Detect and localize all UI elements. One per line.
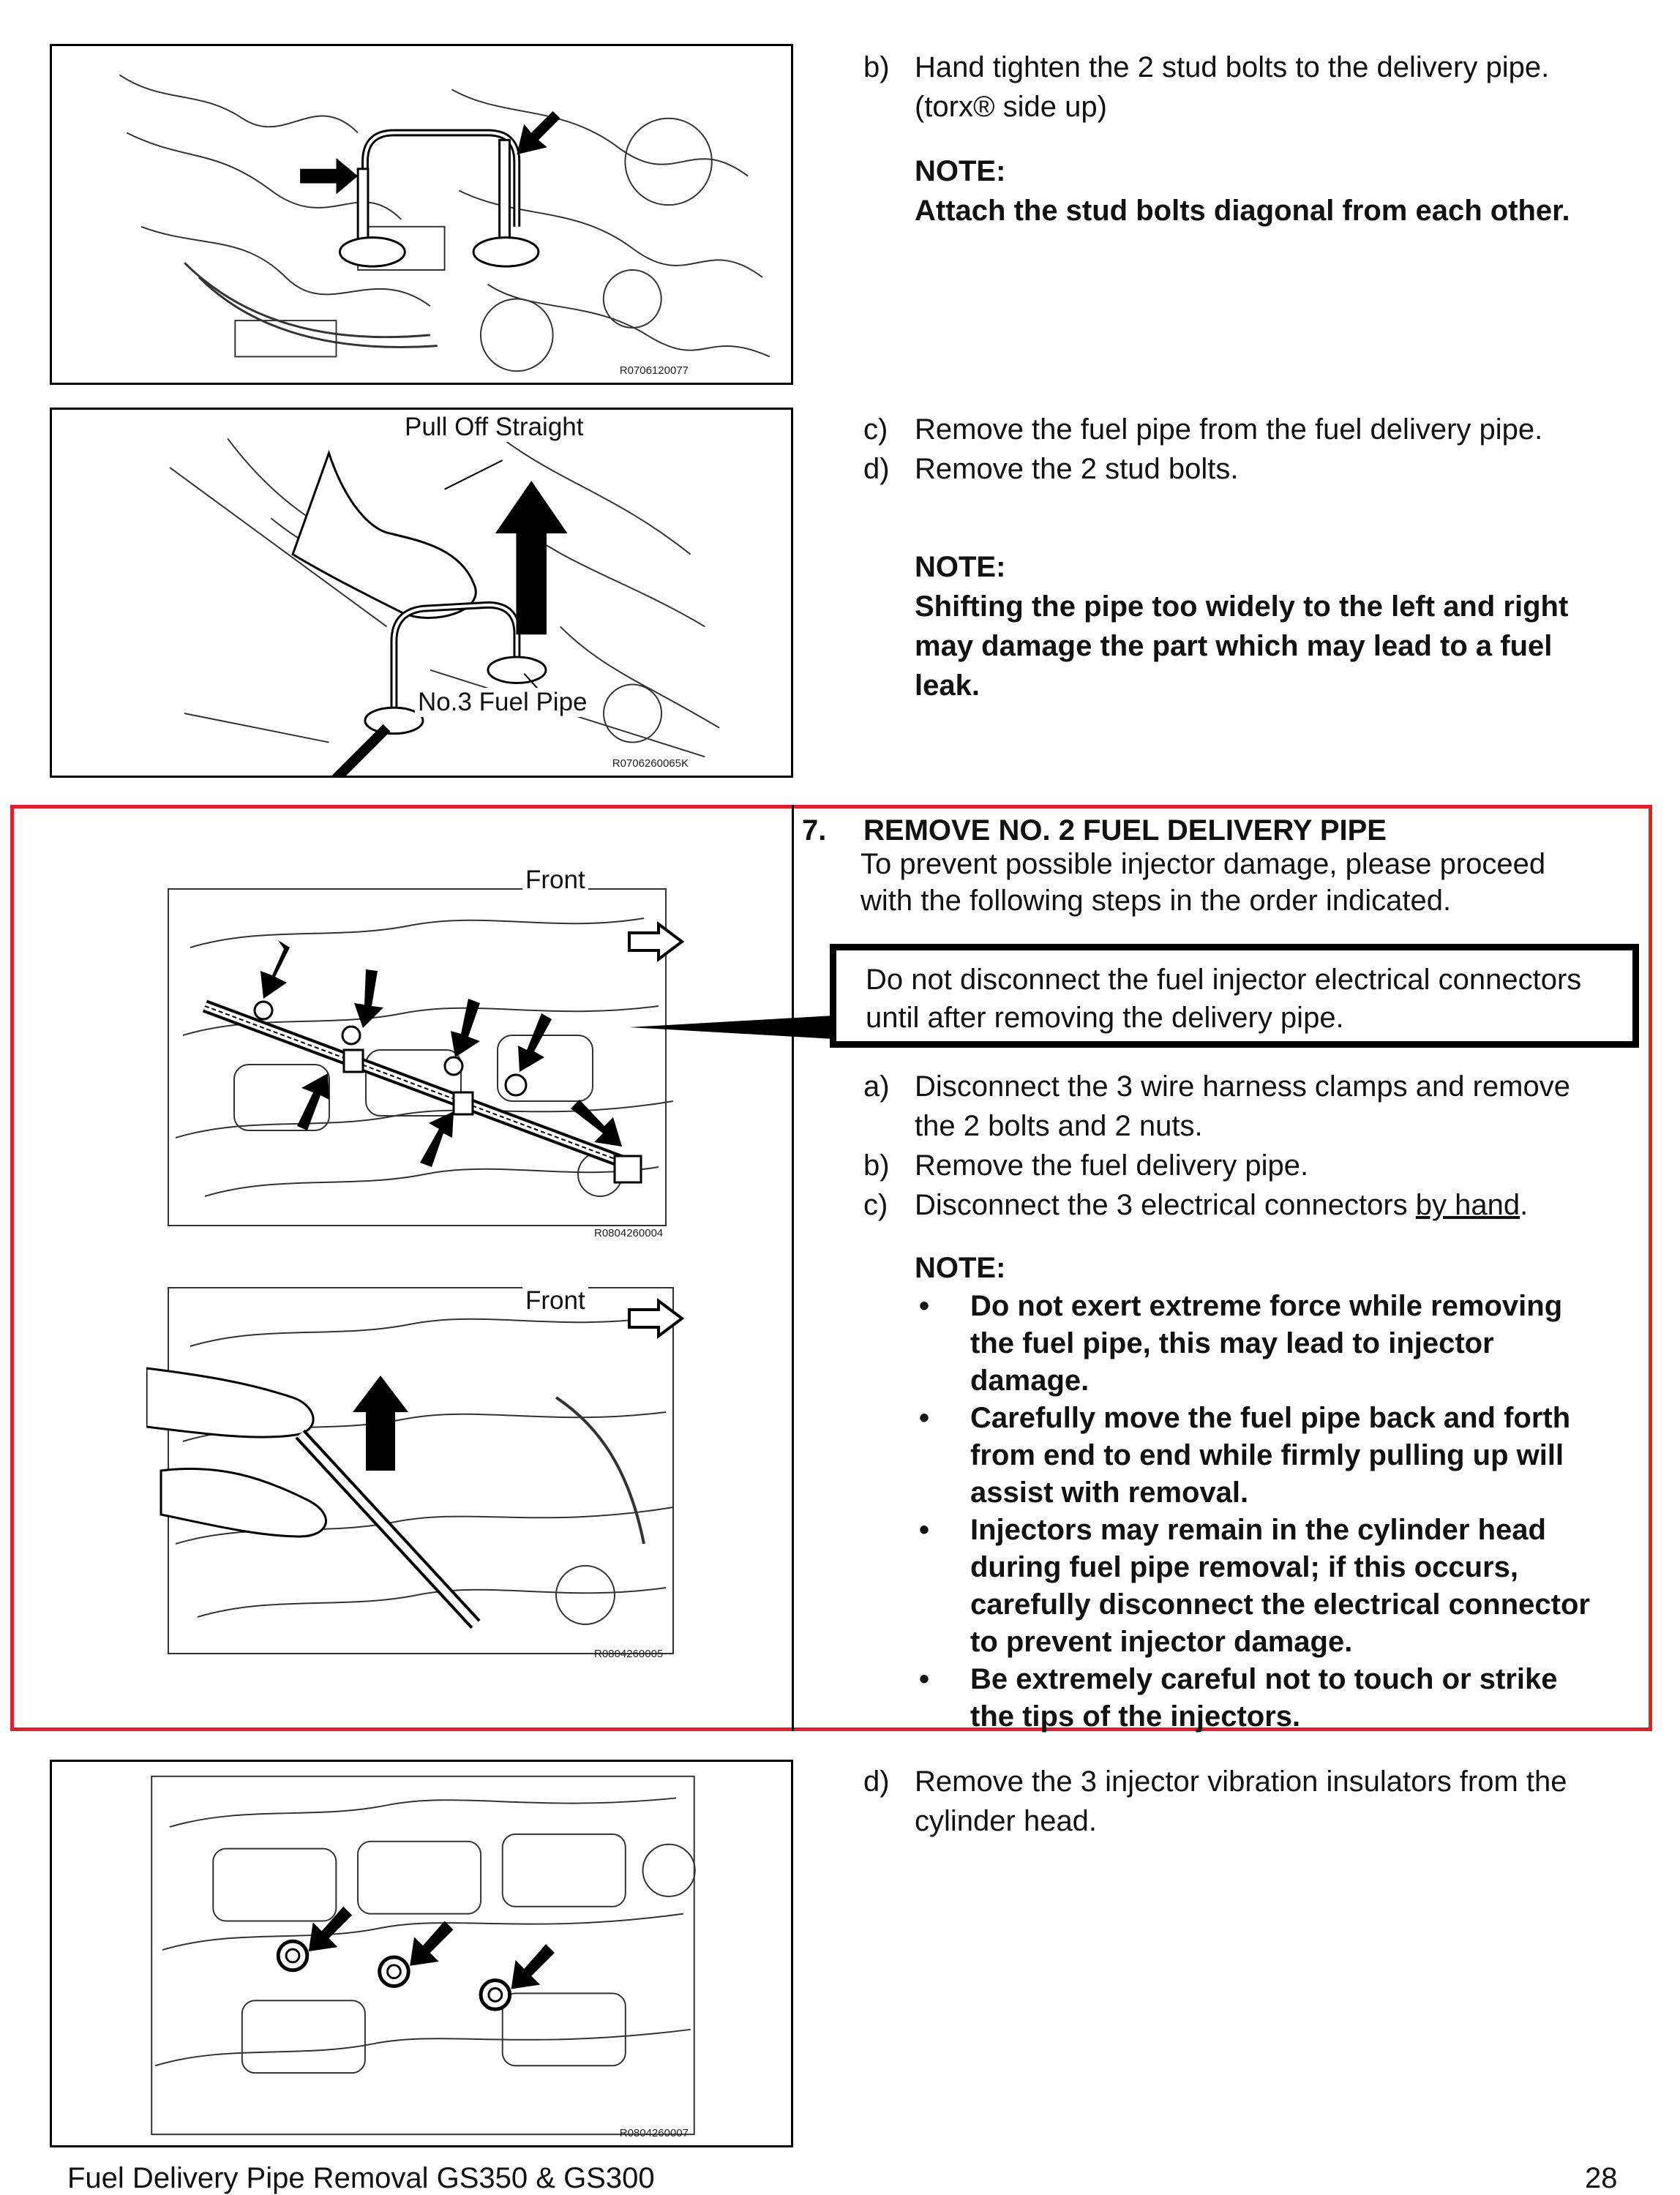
front-indicator-label: Front: [522, 866, 588, 895]
note-bullet: [915, 1661, 1646, 1736]
engine-illustration: [146, 860, 695, 1240]
note-bullet: [915, 1512, 1646, 1661]
front-indicator-label: Front: [522, 1286, 588, 1316]
step-text-line2: the 2 bolts and 2 nuts.: [915, 1110, 1203, 1142]
warning-line1: Do not disconnect the fuel injector electrical connectors: [866, 964, 1582, 996]
step-text-emphasis: by hand: [1415, 1189, 1520, 1221]
note-text: Attach the stud bolts diagonal from each other.: [915, 195, 1570, 227]
figure-stud-bolts: [50, 44, 793, 385]
step-text: Remove the fuel pipe from the fuel delivery pipe.: [915, 413, 1543, 446]
callout-pull-off-straight: Pull Off Straight: [402, 413, 586, 442]
bullet-line: Do not exert extreme force while removing: [970, 1290, 1563, 1322]
bullet-line: the fuel pipe, this may lead to injector: [970, 1327, 1494, 1359]
section-number: 7.: [802, 814, 827, 847]
bullet-line: Carefully move the fuel pipe back and forth: [970, 1402, 1571, 1434]
section-title: REMOVE NO. 2 FUEL DELIVERY PIPE: [863, 814, 1387, 847]
step-label: d): [863, 453, 890, 485]
engine-illustration: [52, 410, 791, 776]
step-text-line1: Remove the 3 injector vibration insulators from the: [915, 1766, 1567, 1798]
bullet-line: during fuel pipe removal; if this occurs,: [970, 1551, 1519, 1583]
step-label: c): [863, 1189, 888, 1221]
intro-line1: To prevent possible injector damage, please proceed: [860, 848, 1546, 880]
step-label: b): [863, 1149, 890, 1182]
note-line2: may damage the part which may lead to a fuel: [915, 630, 1553, 662]
bullet-line: Be extremely careful not to touch or strike: [970, 1663, 1558, 1695]
note-title: NOTE:: [915, 155, 1006, 187]
figure-code: R0804260007: [619, 2127, 689, 2139]
bullet-dot: •: [919, 1663, 930, 1695]
step-text-line2: cylinder head.: [915, 1805, 1098, 1837]
intro-line2: with the following steps in the order indicated.: [860, 885, 1452, 917]
footer-title: Fuel Delivery Pipe Removal GS350 & GS300: [67, 2162, 655, 2194]
note-bullet-list: [915, 1288, 1646, 1736]
step-text: Remove the 2 stud bolts.: [915, 453, 1239, 485]
step-text: Remove the fuel delivery pipe.: [915, 1149, 1309, 1182]
section-7-heading: [802, 811, 1387, 850]
step-text: Disconnect the 3 electrical connectors: [915, 1189, 1416, 1221]
bullet-dot: •: [919, 1514, 930, 1546]
note-bullet: [915, 1400, 1646, 1512]
engine-illustration: [52, 46, 791, 383]
engine-illustration: [146, 1280, 695, 1661]
step-text-line2: (torx® side up): [915, 91, 1107, 123]
step-text-end: .: [1520, 1189, 1529, 1221]
bullet-line: to prevent injector damage.: [970, 1626, 1353, 1658]
note-line3: leak.: [915, 669, 980, 702]
callout-fuel-pipe: No.3 Fuel Pipe: [415, 688, 590, 717]
figure-injector-insulators: [50, 1760, 793, 2147]
page-number: 28: [1585, 2162, 1618, 2194]
bullet-line: Injectors may remain in the cylinder head: [970, 1514, 1546, 1546]
figure-code: R0804260005: [594, 1648, 664, 1660]
section-7-divider: [792, 805, 794, 1731]
bullet-line: assist with removal.: [970, 1477, 1249, 1509]
engine-illustration: [52, 1762, 791, 2145]
bullet-dot: •: [919, 1402, 930, 1434]
bullet-line: carefully disconnect the electrical connector: [970, 1588, 1590, 1621]
step-text-line1: Hand tighten the 2 stud bolts to the delivery pipe.: [915, 51, 1550, 83]
figure-code: R0706260065K: [612, 757, 689, 770]
figure-code: R0804260004: [594, 1227, 664, 1239]
step-label: b): [863, 51, 890, 83]
figure-delivery-pipe-bolts: [146, 860, 695, 1240]
step-label: c): [863, 413, 888, 446]
bullet-line: from end to end while firmly pulling up will: [970, 1439, 1564, 1471]
section-7-intro: [860, 846, 1636, 919]
figure-lift-delivery-pipe: [146, 1280, 695, 1661]
figure-code: R0706120077: [619, 364, 689, 377]
note-line1: Shifting the pipe too widely to the left and right: [915, 590, 1569, 623]
figure-pull-off-fuel-pipe: [50, 408, 793, 778]
note-title: NOTE:: [915, 551, 1006, 583]
note-bullet: [915, 1288, 1646, 1400]
bullet-line: the tips of the injectors.: [970, 1700, 1301, 1733]
step-label: a): [863, 1070, 890, 1103]
section-7-note: [915, 1248, 1646, 1736]
note-title: NOTE:: [915, 1252, 1006, 1284]
bullet-dot: •: [919, 1290, 930, 1322]
step-text-line1: Disconnect the 3 wire harness clamps and remove: [915, 1070, 1570, 1103]
warning-leader-line: [629, 1010, 841, 1054]
warning-box: [830, 944, 1639, 1048]
step-label: d): [863, 1766, 890, 1798]
warning-line2: until after removing the delivery pipe.: [866, 1002, 1344, 1034]
bullet-line: damage.: [970, 1365, 1090, 1397]
